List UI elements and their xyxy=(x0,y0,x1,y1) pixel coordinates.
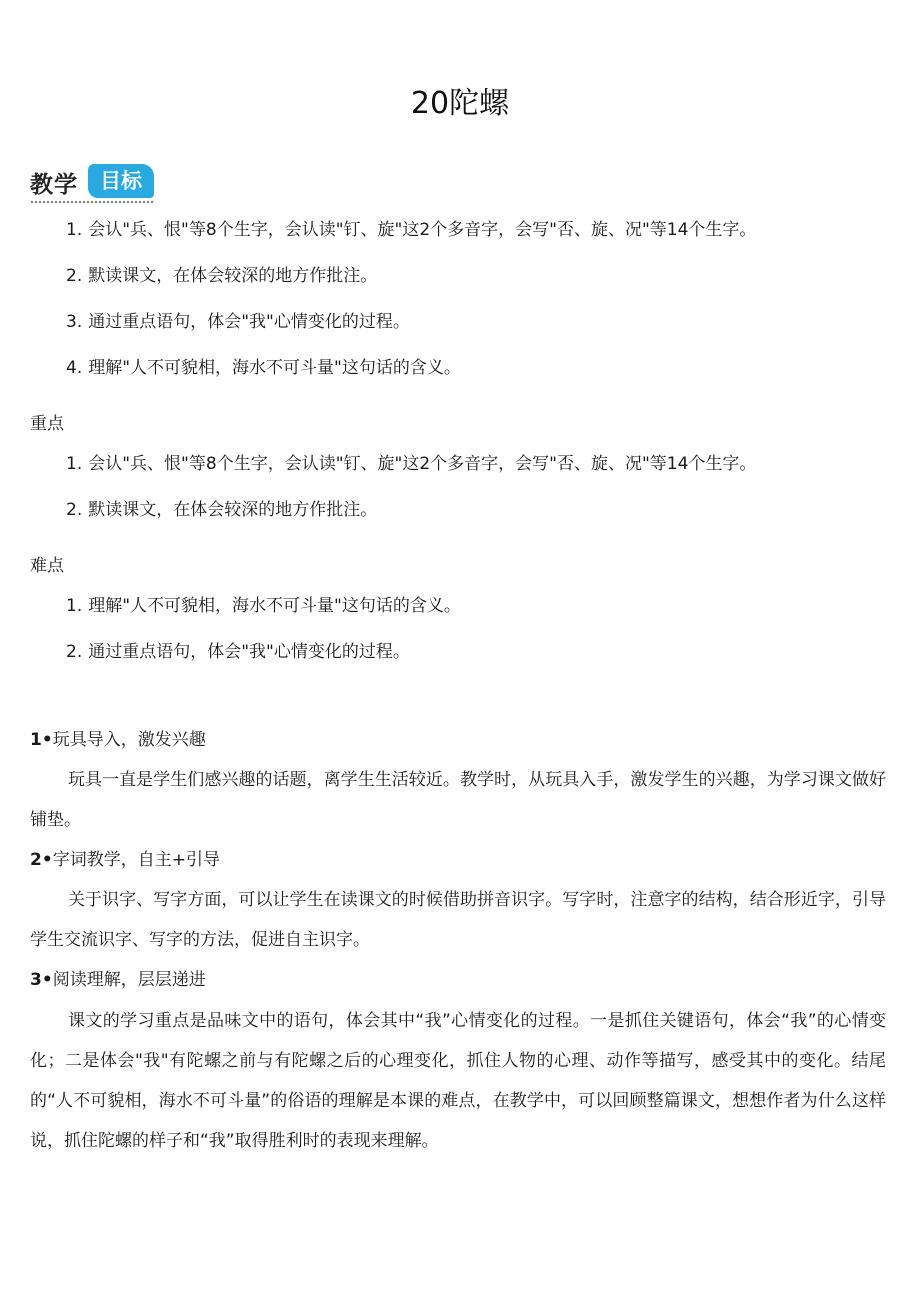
objective-number: 3. xyxy=(66,312,83,332)
key-point-number: 1. xyxy=(66,454,83,474)
difficulty-item xyxy=(66,594,461,618)
section-number: 1• xyxy=(30,730,53,750)
badge-dotted-underline xyxy=(30,200,154,204)
difficulty-item xyxy=(66,640,410,664)
objective-text: 会认"兵、恨"等8个生字，会认读"钉、旋"这2个多音字，会写"否、旋、况"等14个生字。 xyxy=(88,220,757,240)
badge-label-blue: 目标 xyxy=(88,164,154,198)
section-heading-text: 玩具导入，激发兴趣 xyxy=(52,730,206,750)
key-point-number: 2. xyxy=(66,500,83,520)
difficulties-heading: 难点 xyxy=(30,556,64,576)
section-heading-text: 字词教学，自主+引导 xyxy=(52,850,220,870)
objective-text: 通过重点语句，体会"我"心情变化的过程。 xyxy=(88,312,410,332)
section-heading xyxy=(30,728,206,752)
difficulty-text: 理解"人不可貌相，海水不可斗量"这句话的含义。 xyxy=(88,596,461,616)
key-point-text: 会认"兵、恨"等8个生字，会认读"钉、旋"这2个多音字，会写"否、旋、况"等14个生字。 xyxy=(88,454,757,474)
objective-item xyxy=(66,356,461,380)
badge-label-black: 教学 xyxy=(30,172,78,198)
difficulty-text: 通过重点语句，体会"我"心情变化的过程。 xyxy=(88,642,410,662)
section-number: 2• xyxy=(30,850,53,870)
section-body: 课文的学习重点是品味文中的语句，体会其中“我”心情变化的过程。一是抓住关键语句，体会“我”的心情变化；二是体会"我"有陀螺之前与有陀螺之后的心理变化，抓住人物的心理、动作等描写，感受其中的变化。结尾的“人不可貌相，海水不可斗量”的俗语的理解是本课的难点，在教学中，可以回顾整篇课文，想想作者为什么这样说，抓住陀螺的样子和“我”取得胜利时的表现来理解。 xyxy=(30,1011,886,1151)
objective-text: 默读课文，在体会较深的地方作批注。 xyxy=(88,266,378,286)
objective-number: 1. xyxy=(66,220,83,240)
section-heading-text: 阅读理解，层层递进 xyxy=(52,970,206,990)
objective-number: 4. xyxy=(66,358,83,378)
difficulty-number: 1. xyxy=(66,596,83,616)
objective-item xyxy=(66,218,756,242)
key-points-heading: 重点 xyxy=(30,414,64,434)
teaching-objectives-badge xyxy=(30,164,158,204)
objective-number: 2. xyxy=(66,266,83,286)
section-body: 关于识字、写字方面，可以让学生在读课文的时候借助拼音识字。写字时，注意字的结构，结合形近字，引导学生交流识字、写字的方法，促进自主识字。 xyxy=(30,890,886,950)
section-body: 玩具一直是学生们感兴趣的话题，离学生生活较近。教学时，从玩具入手，激发学生的兴趣，为学习课文做好铺垫。 xyxy=(30,770,886,830)
objective-item xyxy=(66,264,377,288)
objective-text: 理解"人不可貌相，海水不可斗量"这句话的含义。 xyxy=(88,358,461,378)
key-point-item xyxy=(66,498,377,522)
section-heading xyxy=(30,848,220,872)
page-title: 20陀螺 xyxy=(410,86,510,121)
objective-item xyxy=(66,310,410,334)
section-number: 3• xyxy=(30,970,53,990)
difficulty-number: 2. xyxy=(66,642,83,662)
key-point-text: 默读课文，在体会较深的地方作批注。 xyxy=(88,500,378,520)
section-heading xyxy=(30,968,206,992)
key-point-item xyxy=(66,452,756,476)
